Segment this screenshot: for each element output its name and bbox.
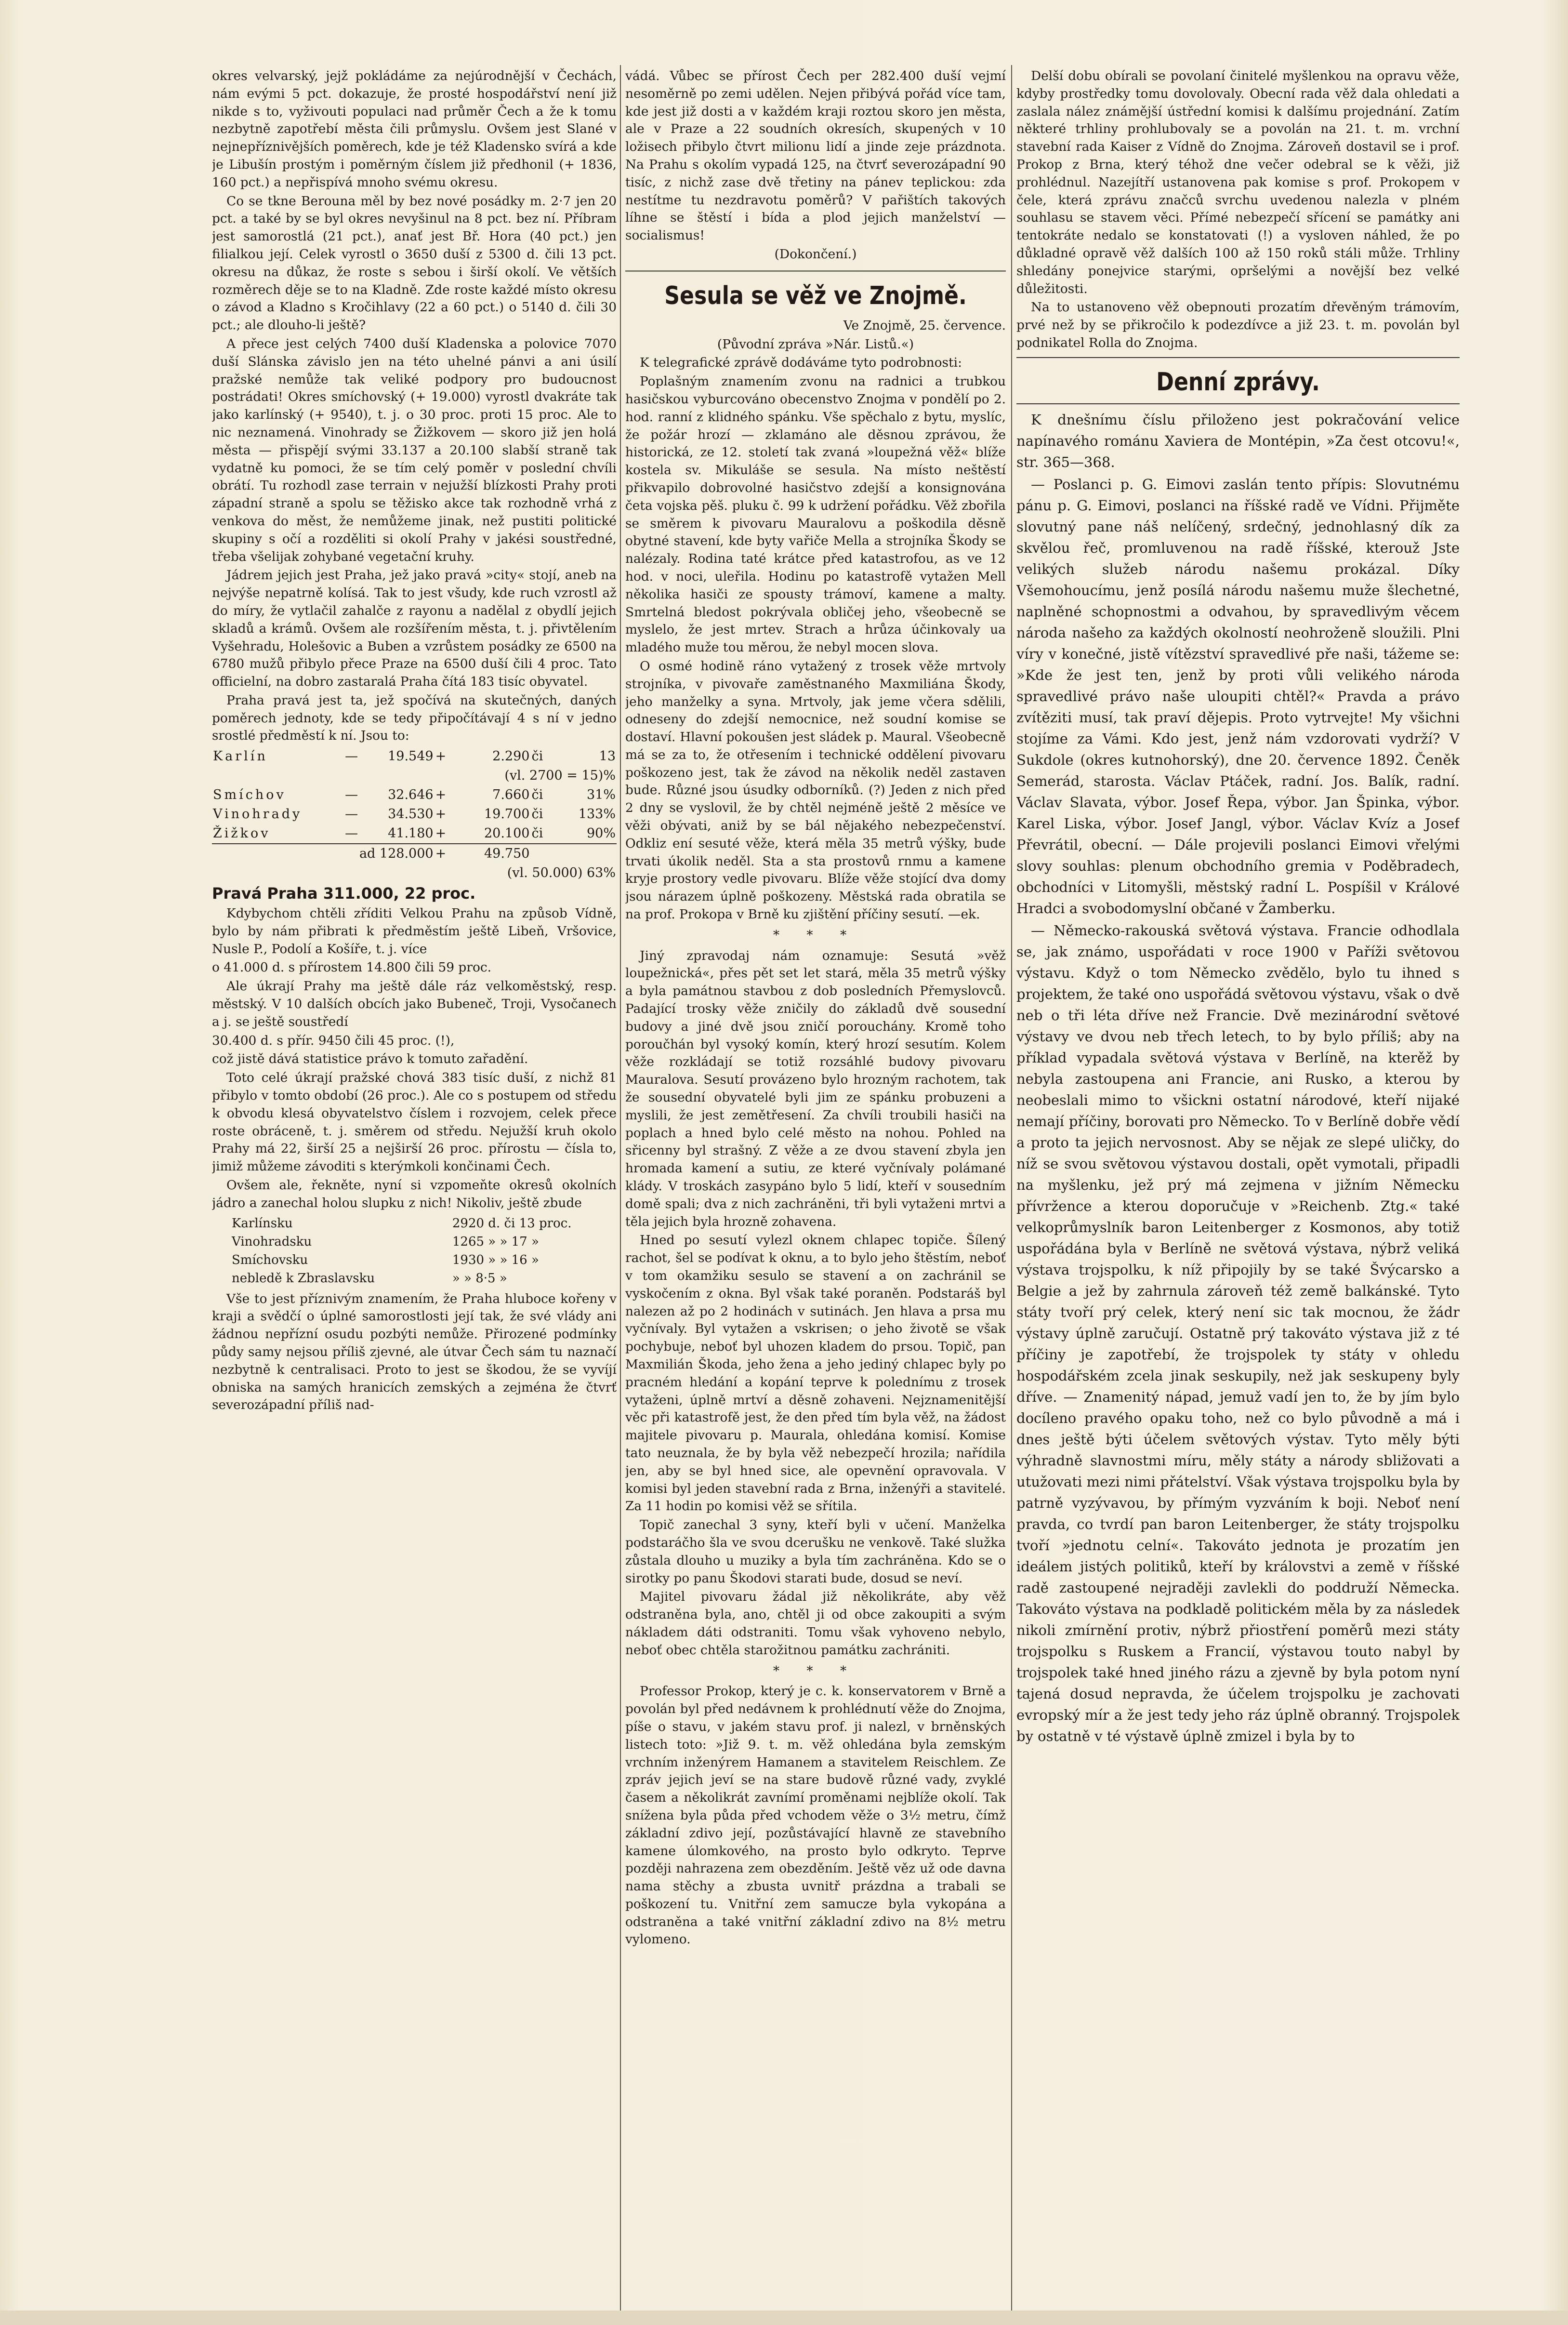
article-paragraph: o 41.000 d. s přírostem 14.800 čili 59 proc. xyxy=(212,960,492,975)
article-paragraph: Majitel pivovaru žádal již několikráte, aby věž odstraněna byla, ano, chtěl ji od obce zakoupiti a svým nákladem dáti odstraniti. Tomu však vyhoveno nebylo, neboť obec chtěla starožitnou památku zachrániti. xyxy=(625,1589,1006,1658)
article-paragraph: K dnešnímu číslu přiloženo jest pokračování velice napínavého románu Xaviera de Montépin, »Za čest otcovu!«, str. 365—368. xyxy=(1016,411,1460,470)
divider xyxy=(1016,357,1460,358)
table-cell: 32.646 xyxy=(388,787,434,803)
article-paragraph: Kdybychom chtěli zříditi Velkou Prahu na způsob Vídně, bylo by nám přibrati k předměstím ještě Libeň, Vršovice, Nusle P., Podolí a Košíře, t. j. více xyxy=(212,906,617,957)
page-edge xyxy=(0,2311,1568,2325)
table-row: Karlínsku 2920 d. či 13 proc. xyxy=(232,1216,572,1231)
article-paragraph: A přece jest celých 7400 duší Kladenska a polovice 7070 duší Slánska závislo jen na této uhelné pánvi a ani úsilí pražské nemůže tak veliké podpory pro budoucnost postrádati! Okres smíchovský (+ 19.000) vyrostl dvakráte tak jako karlínský (+ 9540), t. j. o 30 proc. proti 15 proc. Ale to nic neznamená. Vinohrady se Žižkovem — skoro již jen holá města — přispějí svými 33.137 a 20.100 slabší straně tak vydatně ku pomoci, že se tím celý poměr v poslední chvíli obrátí. Tu rozhodl zase terrain v nejužší blízkosti Prahy proti západní straně a spolu se těžisko akce tak rozhodně vrhá z venkova do měst, že nemůžeme jinak, než pustiti politické skupiny s očí a rozděliti si okolí Prahy v jakési soustředné, třeba všelijak zohybané vegetační kruhy. xyxy=(212,336,617,564)
table-row: nebledě k Zbraslavsku » » 8·5 » xyxy=(232,1271,507,1286)
article-paragraph: Jádrem jejich jest Praha, jež jako pravá »city« stojí, aneb na nejvýše nepatrně kolísá. Tak to jest všudy, kde ruch vzrostl až do míry, že vytlačil zahalče z rayonu a nadělal z obydlí jejich skladů a krámů. Ovšem ale rozšířením města, t. j. přivtělením Vyšehradu, Holešovic a Buben a vzrůstem posádky ze 6500 na 6780 mužů přibylo přece Praze na 6500 duší čili 4 proc. Tato officielní, na dobro zastaralá Praha čítá 183 tisíc obyvatel. xyxy=(212,568,617,690)
separator-stars: * * * xyxy=(773,927,858,943)
table-cell: (vl. 2700 = 15)% xyxy=(504,768,616,784)
table-cell: 2.290 xyxy=(492,749,530,764)
article-paragraph: — Poslanci p. G. Eimovi zaslán tento přípis: Slovutnému pánu p. G. Eimovi, poslanci na říšské radě ve Vídni. Přijměte slovutný pane náš nelíčený, srdečný, jednohlasný dík za skvělou řeč, promluvenou na radě říšské, kterouž Jste velikých služeb národu našemu prokázal. Díky Všemohoucímu, jenž posílá národu našemu muže šlechetné, naplněné schopnostmi a odvahou, by spravedlivým věcem národa našeho za každých okolností neohroženě sloužili. Plni víry v konečné, jistě vítězství spravedlivé pře naši, tážeme se: »Kde že jest ten, jenž by proti vůli velikého národa spravedlivé právo naše uloupiti chtěl?« Pravda a právo zvítěziti musí, tak praví dějepis. Proto vytrvejte! My všichni stojíme za Vámi. Kdo jest, jenž nám vzdorovati vydrží? V Sukdole (okres kutnohorský), dne 20. července 1892. Čeněk Semerád, starosta. Václav Ptáček, radní. Jos. Balík, radní. Václav Slavata, výbor. Josef Řepa, výbor. Jan Špinka, výbor. Karel Liska, výbor. Josef Jangl, výbor. Václav Kvíz a Josef Převrátil, obecní. — Dále projevili poslanci Eimovi vřelými slovy souhlas: plenum obchodního gremia v Poděbradech, obchodníci v Litomyšli, městský radní L. Pospíšil v Králové Hradci a svobodomyslní občané v Žamberku. xyxy=(1016,476,1460,917)
column-2 xyxy=(625,67,1006,2303)
article-paragraph: vádá. Vůbec se přírost Čech per 282.400 duší vejmí nesoměrně po zemi udělen. Nejen přibývá pořád více tam, kde jest již dosti a v každém kraji roztou skoro jen města, ale v Praze a 22 soudních okresích, skupených v 10 ložisech přibylo čtvrt milionu lidí a jinde zeje prázdnota. Na Prahu s okolím vypadá 125, na čtvrť severozápadní 90 tisíc, z nichž zase dvě třetiny na pánev teplickou: zda nestítme tu nezdravotu poměrů? V pařištích takových líhne se štěstí i bída a plod jejich manželství — socialismus! xyxy=(625,68,1006,243)
article-paragraph: Co se tkne Berouna měl by bez nové posádky m. 2·7 jen 20 pct. a také by se byl okres nevyšinul na 8 pct. bez ní. Příbram jest samorostlá (21 pct.), anať jest Bř. Hora (40 pct.) jen filialkou její. Celek vyrostl o 3650 duší z 5300 d. čili 13 pct. okresu na důkaz, že roste s sebou i širší okolí. Ve větších rozměrech děje se to na Kladně. Zde roste každé místo okresu o závod a Kladno s Kročihlavy (22 a 60 pct.) o 5140 d. čili 30 pct.; ale dlouho-li ještě? xyxy=(212,193,617,333)
table-cell: 34.530 xyxy=(388,807,434,822)
article-paragraph: Hned po sesutí vylezl oknem chlapec topiče. Šílený rachot, šel se podívat k oknu, a to bylo jeho štěstím, neboť v tom okamžiku sesulo se stavení a on zachránil se vyskočením z okna. Byl však také poraněn. Podstaráš byl nalezen až po 2 hodinách v sutinách. Jen hlava a prsa mu vyčnívaly. Byl vytažen a vskrisen; o jeho životě se však pochybuje, neboť byl uhozen kladem do prsou. Topič, pan Maxmilián Škoda, jeho žena a jeho jediný chlapec byly po pracném hledání a kopání teprve k polednímu z trosek vytaženi, úplně mrtví a děsně zohaveni. Nejznamenitější věc při katastrofě jest, že den před tím byla věž, na žádost majitele pivovaru p. Maurala, ohledána komisí. Komise tato neuznala, že by byla věž nebezpečí hrozila; nařídila jen, aby se byl hned sice, ale opevnění opravovala. V komisi byl jeden stavební rada z Brna, inženýři a stavitelé. Za 11 hodin po komisi věž se sřítila. xyxy=(625,1233,1006,1514)
table-cell: Smíchov xyxy=(213,787,286,803)
article-paragraph: O osmé hodině ráno vytažený z trosek věže mrtvoly strojníka, v pivovaře zaměstnaného Maxmiliána Škody, jeho manželky a syna. Mrtvoly, jak jeme včera sdělili, odneseny do zdejší nemocnice, než soudní komise se dostaví. Hlavní pokoušen jest sládek p. Maural. Všeobecně má se za to, že otřesením i technické oddělení pivovaru poškozeno jest, tak že závod na několik neděl zastaven bude. Různé jsou úsudky odborníků. (?) Jeden z nich před 2 dny se vyslovil, že by chtěl nejméně ještě 2 měsíce ve věži obývati, aniž by se bál nějakého nebezpečenství. Odkliz ení sesuté věže, která měla 35 metrů výšky, bude trvati úkolik neděl. Sta a sta prostovů rnmu a kamene kryje prostory vedle pivovaru. Blíže věže stojící dva domy jsou nárazem úplně poškozeny. Městská rada obratila se na prof. Prokopa v Brně ku zjištění příčiny sesutí. —ek. xyxy=(625,658,1006,922)
article-paragraph: okres velvarský, jejž pokládáme za nejúrodnější v Čechách, nám evými 5 pct. dokazuje, že prosté hospodářství není již nikde s to, vyživouti populaci nad průměr Čech a že k tomu nezbytně zapotřebí města čili průmyslu. Ovšem jest Slané v nejnepříznivějších poměrech, kde je též Kladensko svírá a kde je Libušín prostým i poměrným číslem již předhonil (+ 1836, 160 pct.) a nepřispívá mnoho svému okresu. xyxy=(212,68,617,190)
article-paragraph: Na to ustanoveno věž obepnouti prozatím dřevěným trámovím, prvé než by se přikročilo k podezdívce a již 23. t. m. povolán byl podnikatel Rolla do Znojma. xyxy=(1016,300,1460,350)
source-note: (Původní zpráva »Nár. Listů.«) xyxy=(717,336,914,352)
column-3 xyxy=(1016,67,1460,2303)
article-paragraph: K telegrafické zprávě dodáváme tyto podrobnosti: xyxy=(640,355,962,371)
remainder-table xyxy=(231,1214,617,1288)
table-cell: ad 128.000 xyxy=(212,844,435,864)
table-row xyxy=(212,766,617,785)
table-row: Žižkov — 41.180 + 20.100 či 90% xyxy=(212,824,617,844)
table-cell: 7.660 xyxy=(492,787,530,803)
table-total-row: ad 128.000 + 49.750 xyxy=(212,844,617,864)
article-paragraph: Jiný zpravodaj nám oznamuje: Sesutá »věž loupežnická«, přes pět set let stará, měla 35 metrů výšky a byla památnou stavbou z dob posledních Přemyslovců. Padající trosky věže zničily do základů dvě sousední budovy a jiné dvě jsou zničí porouchány. Kromě toho poroučhán byl vysoký komín, který hrozí sesutím. Kolem věže rozkládají se totiž rozsáhlé budovy pivovaru Mauralova. Sesutí provázeno bylo hrozným rachotem, tak že sousední obyvatelé byli jim ze spánku probuzeni a myslili, že jest zemětřesení. Za chvíli troubili hasiči na poplach a hned bylo celé město na nohou. Pohled na sřicenny byl strašný. Z věže a ze dvou stavení zbyla jen hromada kamení a sutiu, ze které vyčnívaly polámané klády. V troskách zasypáno bylo 5 lidí, kteří v sousedním domě spali; dva z nich zachráněni, tři byli vytaženi mrtvi a těla jejich byla hrozně zohavena. xyxy=(625,948,1006,1229)
article-paragraph: Delší dobu obírali se povolaní činitelé myšlenkou na opravu věže, kdyby prostředky tomu dovolovaly. Obecní rada věž dala ohledati a zaslala nález známější ústřední komisi k dalšímu projednání. Zatím některé trhliny prohlubovaly se a povolán na 21. t. m. vrchní stavební rada Kaiser z Vídně do Znojma. Zároveň dostavil se i prof. Prokop z Brna, který téhož dne večer odebral se k věži, již prohlédnul. Nazejítří ustanovena pak komise s prof. Prokopem v čele, která zprávu značců svrchu uvedenou nalezla v plném souhlasu se stavem věci. Přímé nebezpečí sřícení se památky ani tentokráte nedalo se konstatovati (!) a vysloven náhled, že po důkladné opravě věž dalších 100 až 150 roků stáli může. Trhliny shledány ponejvice starými, opršelými a novější bez velké důležitosti. xyxy=(1016,68,1460,296)
headline: Denní zprávy. xyxy=(1156,367,1320,397)
section-heading: Pravá Praha 311.000, 22 proc. xyxy=(212,884,476,903)
table-cell: 41.180 xyxy=(388,826,434,841)
table-row: Smíchovsku 1930 » » 16 » xyxy=(232,1252,539,1267)
table-cell: 20.100 xyxy=(484,826,530,841)
column-divider xyxy=(1011,65,1012,2311)
table-cell: Karlín xyxy=(213,749,268,764)
column-1 xyxy=(212,67,617,2303)
article-paragraph: 30.400 d. s přír. 9450 čili 45 proc. (!), xyxy=(212,1033,455,1048)
table-cell: Vinohrady xyxy=(213,807,303,822)
table-cell: 31% xyxy=(586,787,616,803)
article-paragraph: Toto celé úkrají pražské chová 383 tisíc duší, z nichž 81 přibylo v tomto období (26 proc.). Ale co s postupem od středu k obvodu klesá obyvatelstvo číslem i rozvojem, celek přece roste obráceně, t. j. směrem od středu. Nejužší kruh okolo Prahy má 22, širší 25 a nejširší 26 proc. přírostu — čísla to, jimiž můžeme závoditi s kterýmkoli končinami Čech. xyxy=(212,1070,617,1174)
table-cell: 49.750 xyxy=(453,844,530,864)
divider xyxy=(1016,403,1460,404)
table-cell: 19.549 xyxy=(388,749,434,764)
table-cell: 13 xyxy=(599,749,616,764)
table-cell: 90% xyxy=(586,826,616,841)
table-cell: Žižkov xyxy=(213,826,271,841)
table-row: Smíchov — 32.646 + 7.660 či 31% xyxy=(212,785,617,805)
separator-stars: * * * xyxy=(773,1663,858,1678)
table-cell: 133% xyxy=(578,807,616,822)
table-cell: (vl. 50.000) 63% xyxy=(507,865,616,881)
article-paragraph: Poplašným znamením zvonu na radnici a trubkou hasičskou vyburcováno obecenstvo Znojma v pondělí po 2. hod. ranní z klidného spánku. Vše spěchalo z bytu, myslíc, že požár hrozí — zklamáno ale děsnou zprávou, že historická, ze 12. století tak zvaná »loupežná věž« blíže kostela sv. Mikuláše se sesula. Na místo neštěstí přikvapilo dobrovolné hasičstvo zdejší a konsignována četa vojska pěš. pluku č. 99 k udržení pořádku. Věž zbořila se směrem k pivovaru Mauralovu a poškodila děsně obytné stavení, kde byty vařiče Mella a strojníka Škody se nalézaly. Rodina taté krátce před katastrofou, as ve 12 hod. v noci, uleřila. Hodinu po katastrofě vytažen Mell několika hasiči ze spousty trámoví, kamene a malty. Smrtelná bledost pokrývala obličej jeho, všeobecně se myslelo, že jest mrtev. Strach a hrůza účinkovaly ua mladého muže tou měrou, že nebyl mocen slova. xyxy=(625,374,1006,655)
article-paragraph: — Německo-rakouská světová výstava. Francie odhodlala se, jak známo, uspořádati v roce 1900 v Paříži světovou výstavu. Když o tom Německo zvědělo, bylo tu ihned s projektem, že také ono uspořádá světovou výstavu, však o dvě neb o tři léta dříve než Francie. Dvě mezinárodní světové výstavy ve dvou neb třech letech, to by bylo příliš; aby na příklad vypadala světová výstava v Berlíně, na kterěž by nebyla zastoupena ani Francie, ani Rusko, a kterou by neobeslali mimo to všickni ostatní národové, kteří nijaké nemají příčiny, borovati pro Německo. To v Berlíně dobře vědí a proto ta jejich nervosnost. Aby se nějak ze slepé uličky, do níž se svou světovou výstavou dostali, opět vymotali, připadli na myšlenku, jež prý má zejmena v jižním Německu přívržence a kterou doporučuje v »Reichenb. Ztg.« také velkoprůmyslník baron Leitenberger z Kosmonos, aby totiž uspořádána byla v Berlíně ne světová výstava, nýbrž veliká výstava trojspolku, k níž připojily by se také Švýcarsko a Belgie a jež by zahrnula zároveň též země balkánské. Tyto státy tvoří prý celek, který není sic tak mocnou, že žádr výstavy úplně zaručují. Ostatně prý takováto výstava již z té příčiny je zapotřebí, že trojspolek ty státy v ohledu hospodářském zcela jinak seskupily, než jak seskupeny byly dříve. — Znamenitý nápad, jemuž vadí jen to, že by jím bylo docíleno pravého opaku toho, než co bylo původně a má i dnes ještě býti účelem světových výstav. Tyto měly býti výhradně slavnostmi míru, měly státy a národy sbližovati a utužovati mezi nimi přátelství. Však výstava trojspolku byla by patrně vyzývavou, by přímým vyzváním k boji. Neboť není pravda, co tvrdí pan baron Leitenberger, že státy trojspolku tvoří »jednotu celní«. Takováto jednota je prozatím jen ideálem jistých politiků, kteří by královstvi a země v říšské radě zastoupené nejraději zavlekli do poddruží Německa. Takováto výstava na podkladě politickém měla by za následek nikoli zmírnění protiv, nýbrž přiostření poměrů mezi státy trojspolku s Ruskem a Francií, výstavou touto nabyl by trojspolek také hned jiného rázu a zjevně by byla potom nyní tajená dosud nepravda, že účelem trojspolku je zachovati evropský mír a že jest tedy jeho ráz úplně obranný. Trojspolek by ostatně v té výstavě úplně zmizel i byla by to xyxy=(1016,922,1460,1744)
continuation-note: (Dokončení.) xyxy=(774,246,857,262)
table-row: Karlín — 19.549 + 2.290 či 13 xyxy=(212,747,617,766)
article-paragraph: Praha pravá jest ta, jež spočívá na skutečných, daných poměrech jednoty, kde se tedy připočítávají 4 s ní v jedno srostlé předměstí k ní. Jsou to: xyxy=(212,692,617,744)
headline: Sesula se věž ve Znojmě. xyxy=(664,281,967,310)
table-row: Vinohrady — 34.530 + 19.700 či 133% xyxy=(212,805,617,824)
table-row xyxy=(212,864,617,883)
article-paragraph: Ale úkrají Prahy ma ještě dále ráz velkoměstský, resp. městský. V 10 dalších obcích jako Bubeneč, Troji, Vysočanech a j. se ještě soustředí xyxy=(212,979,617,1029)
population-table xyxy=(212,747,617,883)
dateline: Ve Znojmě, 25. července. xyxy=(843,318,1006,333)
article-paragraph: Vše to jest příznivým znamením, že Praha hluboce kořeny v kraji a svědčí o úplné samorostlosti její tak, že své vlády ani žádnou nepřízní osudu pozbýti nemůže. Přirozené podmínky půdy samy nejsou příliš zjevné, ale útvar Čech sám tu naznačí nezbytně k centralisaci. Proto to jest se škodou, že se vyvíjí obniska na samých hranicích zemských a zejména že čtvrť severozápadní příliš nad- xyxy=(212,1291,617,1413)
table-cell: 19.700 xyxy=(484,807,530,822)
article-paragraph: Topič zanechal 3 syny, kteří byli v učení. Manželka podstaráčho šla ve svou dcerušku ne venkově. Také služka zůstala dlouho u muziky a byla tím zachráněna. Kdo se o sirotky po panu Škodovi starati bude, dosud se neví. xyxy=(625,1517,1006,1586)
article-paragraph: což jistě dává statistice právo k tomuto zařadění. xyxy=(212,1051,528,1067)
divider xyxy=(625,270,1006,272)
article-paragraph: Professor Prokop, který je c. k. konservatorem v Brně a povolán byl před nedávnem k prohlédnutí věže do Znojma, píše o stavu, v jakém stavu prof. ji nalezl, v brněnských listech toto: »Již 9. t. m. věž ohledána byla zemským vrchním inženýrem Hamanem a stavitelem Reischlem. Ze zpráv jejich jeví se na stare budově různé vady, zvyklé časem a několikrát zavnímí proměnami nejblíže okolí. Tak snížena byla půda před vchodem věže o 3½ metru, čímž základní zdivo její, pozůstávající hlavně ze stavebního kamene úlomkového, na prosto bylo odkryto. Teprve později nahrazena zem obezděním. Ještě věz už ode davna nama stěchy a zbusta uvnitř prázdna a trabali se poškození tu. Vnitřní zem samucze byla vykopána a odstraněna a také vnitřní základní zdivo na 8½ metru vylomeno. xyxy=(625,1684,1006,1947)
article-paragraph: Ovšem ale, řekněte, nyní si vzpomeňte okresů okolních jádro a zanechal holou slupku z nich! Nikoliv, ještě zbude xyxy=(212,1178,617,1210)
table-row: Vinohradsku 1265 » » 17 » xyxy=(232,1234,539,1249)
column-divider xyxy=(620,65,621,2311)
